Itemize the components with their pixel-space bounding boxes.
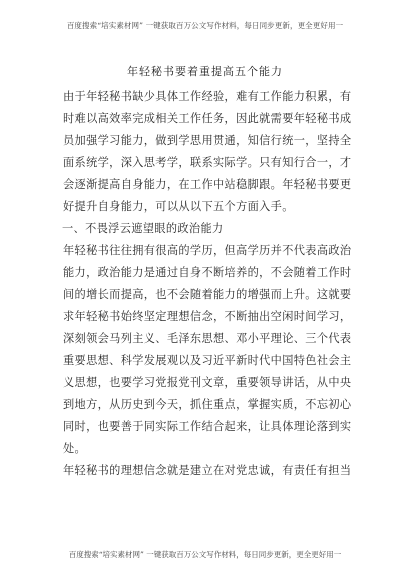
- header-banner: 百度搜索“培实素材网” 一键获取百万公文写作材料，每日同步更新，更全更好用一: [66, 21, 344, 30]
- footer-banner: 百度搜索“培实素材网” 一键获取百万公文写作材料，每日同步更新，更全更好用一: [68, 550, 342, 559]
- section-heading: 一、不畏浮云遮望眼的政治能力: [62, 222, 224, 235]
- body-line: 义思想，也要学习党报党刊文章，重要领导讲话，从中央: [63, 376, 352, 389]
- body-line: 处。: [63, 442, 87, 455]
- body-line: 员加强学习能力，做到学思用贯通，知信行统一，坚持全: [63, 134, 352, 147]
- body-line: 好提升自身能力，可以从以下五个方面入手。: [63, 200, 294, 213]
- body-line: 会逐渐提高自身能力，在工作中站稳脚跟。年轻秘书要更: [63, 178, 352, 191]
- body-line: 年轻秘书的理想信念就是建立在对党忠诚，有责任有担当: [63, 464, 352, 477]
- body-line: 时难以高效率完成相关工作任务，因此就需要年轻秘书成: [63, 112, 352, 125]
- body-line: 到地方，从历史到今天，抓住重点，掌握实质，不忘初心: [63, 398, 352, 411]
- body-line: 重要思想、科学发展观以及习近平新时代中国特色社会主: [63, 354, 352, 367]
- document-body: [63, 86, 351, 482]
- document-title: 年轻秘书要着重提高五个能力: [127, 65, 283, 78]
- body-line: 由于年轻秘书缺少具体工作经验，难有工作能力积累，有: [63, 90, 352, 103]
- body-line: 同时，也要善于同实际工作结合起来，让具体理论落到实: [63, 420, 352, 433]
- body-line: 年轻秘书往往拥有很高的学历，但高学历并不代表高政治: [63, 244, 352, 257]
- body-line: 求年轻秘书始终坚定理想信念，不断抽出空闲时间学习，: [63, 310, 352, 323]
- body-line: 深刻领会马列主义、毛泽东思想、邓小平理论、三个代表: [63, 332, 352, 345]
- body-line: 面系统学，深入思考学，联系实际学。只有知行合一，才: [63, 156, 352, 169]
- body-line: 间的增长而提高，也不会随着能力的增强而上升。这就要: [63, 288, 352, 301]
- body-line: 能力，政治能力是通过自身不断培养的，不会随着工作时: [63, 266, 352, 279]
